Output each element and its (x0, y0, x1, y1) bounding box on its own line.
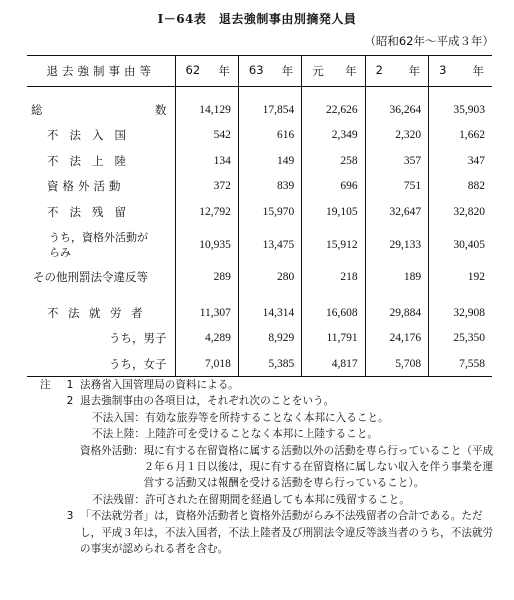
note-number: 1 (66, 379, 74, 391)
note-text: 退去強制事由の各項目は，それぞれ次のことをいう。 (80, 395, 335, 408)
row-label: うち，女子 (109, 356, 167, 371)
cell-value: 882 (429, 174, 492, 200)
definition-text: 許可された在留期間を経過しても本邦に残留すること。 (144, 493, 410, 506)
cell-value: 218 (302, 265, 365, 291)
table-notes (40, 377, 500, 557)
cell-value: 189 (365, 265, 428, 291)
cell-value: 11,307 (175, 300, 238, 326)
header-year: 63 年 (238, 56, 301, 87)
cell-value: 10,935 (175, 225, 238, 265)
table-row (27, 148, 492, 174)
header-row (27, 56, 492, 87)
cell-value: 839 (238, 174, 301, 200)
row-label: 総 数 (31, 102, 167, 117)
cell-value: 35,903 (429, 97, 492, 123)
row-label: 不法残留 (47, 204, 137, 219)
definition-term: 不法上陸： (92, 428, 145, 441)
definition-term: 不法入国： (92, 411, 145, 424)
definition-unauthorized-activity (40, 443, 500, 492)
table-row (27, 123, 492, 149)
cell-value: 372 (175, 174, 238, 200)
cell-value: 15,912 (302, 225, 365, 265)
note-text: 法務省入国管理局の資料による。 (80, 379, 239, 391)
cell-value: 5,385 (238, 351, 301, 377)
cell-value: 5,708 (365, 351, 428, 377)
cell-value: 15,970 (238, 199, 301, 225)
table-row (27, 174, 492, 200)
cell-value: 751 (365, 174, 428, 200)
note-3 (40, 508, 500, 557)
cell-value: 32,647 (365, 199, 428, 225)
cell-value: 2,349 (302, 123, 365, 149)
row-label: うち，男子 (109, 331, 167, 346)
table-row (27, 225, 492, 265)
row-label: 不法入国 (47, 128, 137, 143)
definition-text: 上陸許可を受けることなく本邦に上陸すること。 (144, 428, 379, 441)
cell-value: 347 (429, 148, 492, 174)
row-label: 不法就労者 (47, 305, 152, 320)
cell-value: 24,176 (365, 326, 428, 352)
cell-value: 4,289 (175, 326, 238, 352)
cell-value: 29,884 (365, 300, 428, 326)
table-title: Ⅰ－64表 退去強制事由別摘発人員 (157, 12, 357, 26)
header-year: 元 年 (302, 56, 365, 87)
row-label: 不法上陸 (47, 153, 137, 168)
header-year: 62 年 (175, 56, 238, 87)
cell-value: 7,018 (175, 351, 238, 377)
table-row-illegal-work (27, 300, 492, 326)
table-row-male (27, 326, 492, 352)
cell-value: 357 (365, 148, 428, 174)
cell-value: 280 (238, 265, 301, 291)
cell-value: 13,475 (238, 225, 301, 265)
note-1 (40, 377, 500, 393)
deportation-table (27, 55, 492, 377)
definition-text: 有効な旅券等を所持することなく本邦に入ること。 (144, 411, 389, 424)
definition-overstay (40, 492, 500, 508)
row-label: その他刑罰法令違反等 (33, 270, 148, 285)
note-number: 3 (66, 510, 74, 523)
cell-value: 11,791 (302, 326, 365, 352)
table-row (27, 265, 492, 291)
cell-value: 542 (175, 123, 238, 149)
cell-value: 289 (175, 265, 238, 291)
row-label: うち，資格外活動が らみ (49, 230, 148, 259)
row-label: 資格外活動 (47, 179, 125, 194)
cell-value: 16,608 (302, 300, 365, 326)
table-row-total (27, 97, 492, 123)
table-row (27, 199, 492, 225)
note-2 (40, 393, 500, 409)
table-row-female (27, 351, 492, 377)
cell-value: 7,558 (429, 351, 492, 377)
cell-value: 30,405 (429, 225, 492, 265)
header-category: 退去強制事由等 (27, 56, 175, 87)
deportation-table-wrapper (27, 55, 492, 377)
cell-value: 25,350 (429, 326, 492, 352)
definition-text: 現に有する在留資格に属する活動以外の活動を専ら行っていること（平成２年６月１日以後は，現に有する在留資格に属しない収入を伴う事業を運営する活動又は報酬を受ける活動を専ら行っていること）。 (143, 444, 494, 490)
table-period: （昭和62年～平成３年） (364, 34, 494, 48)
cell-value: 2,320 (365, 123, 428, 149)
cell-value: 12,792 (175, 199, 238, 225)
cell-value: 32,820 (429, 199, 492, 225)
cell-value: 22,626 (302, 97, 365, 123)
cell-value: 29,133 (365, 225, 428, 265)
cell-value: 17,854 (238, 97, 301, 123)
cell-value: 1,662 (429, 123, 492, 149)
cell-value: 4,817 (302, 351, 365, 377)
cell-value: 616 (238, 123, 301, 149)
cell-value: 149 (238, 148, 301, 174)
note-text: 「不法就労者」は，資格外活動者と資格外活動がらみ不法残留者の合計である。ただし，平成３年は，不法入国者，不法上陸者及び刑罰法令違反等該当者のうち，不法就労の事実が認められる者を含む。 (80, 510, 494, 556)
cell-value: 14,129 (175, 97, 238, 123)
cell-value: 14,314 (238, 300, 301, 326)
cell-value: 32,908 (429, 300, 492, 326)
definition-term: 資格外活動： (80, 444, 144, 457)
cell-value: 696 (302, 174, 365, 200)
note-mark: 注 (40, 379, 51, 391)
cell-value: 192 (429, 265, 492, 291)
cell-value: 19,105 (302, 199, 365, 225)
cell-value: 134 (175, 148, 238, 174)
definition-term: 不法残留： (92, 493, 145, 506)
cell-value: 36,264 (365, 97, 428, 123)
note-number: 2 (66, 395, 74, 408)
header-year: 2 年 (365, 56, 428, 87)
cell-value: 8,929 (238, 326, 301, 352)
header-year: 3 年 (429, 56, 492, 87)
cell-value: 258 (302, 148, 365, 174)
definition-illegal-entry (40, 410, 500, 426)
definition-illegal-landing (40, 426, 500, 442)
